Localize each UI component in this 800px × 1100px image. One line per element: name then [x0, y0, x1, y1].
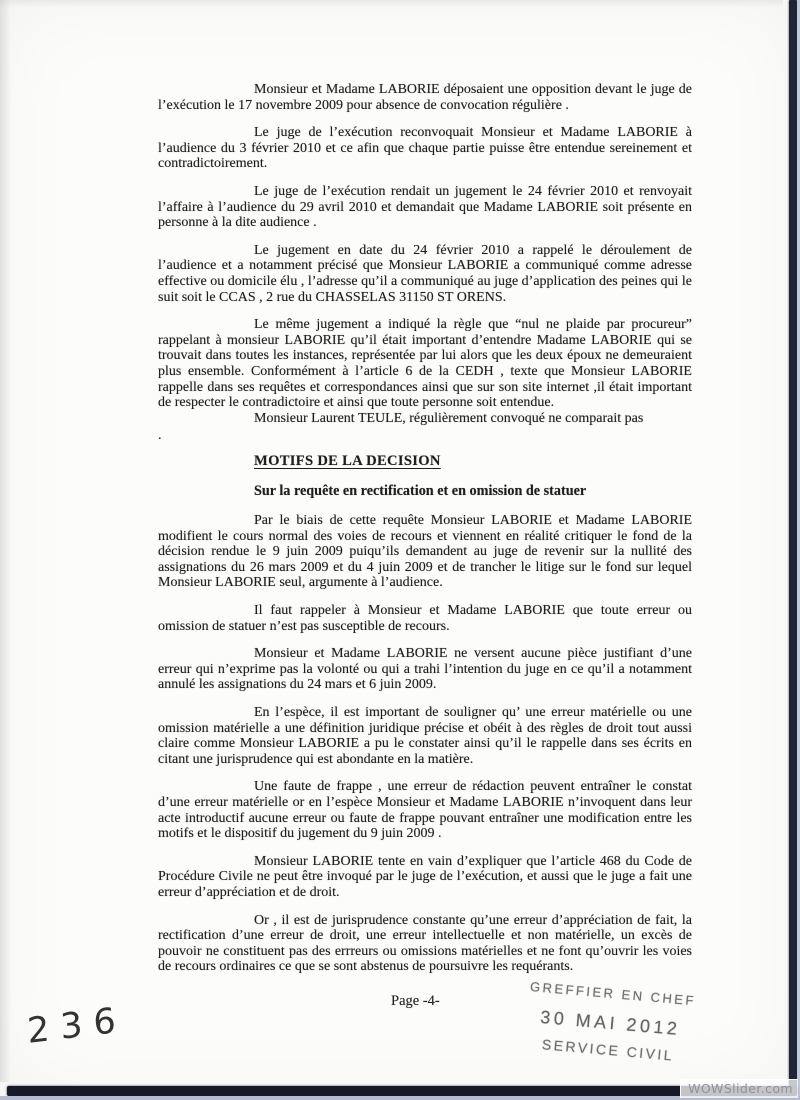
paragraph: Monsieur et Madame LABORIE ne versent aucune pièce justifiant d’une erreur qui n’exprime pas la volonté ou qui a trahi l’intention du juge en ce qu’il a notamment annulé les assignations du 24 mars et 6 juin 2009. — [158, 646, 692, 693]
page-number: Page -4- — [391, 993, 440, 1009]
handwritten-folio-number: 236 — [26, 999, 128, 1052]
section-heading: MOTIFS DE LA DECISION — [254, 452, 441, 469]
paragraph: Par le biais de cette requête Monsieur LABORIE et Madame LABORIE modifient le cours normal des voies de recours et viennent en réalité critiquer le fond de la décision rendue le 9 juin 2009 puiqu’ils demandent au juge de revenir sur la nullité des assignations du 26 mars 2009 et du 4 juin 2009 et de trancher le litige sur le fond sur lequel Monsieur LABORIE seul, argumente à l’audience. — [158, 513, 692, 591]
document-text — [158, 82, 692, 987]
stamp-date: 30 MAI 2012 — [539, 1006, 682, 1040]
stamp-title: GREFFIER EN CHEF — [529, 978, 697, 1009]
scan-edge-top — [0, 0, 783, 8]
page-shadow-bottom — [7, 1086, 797, 1096]
clerk-stamp — [505, 977, 715, 1067]
paragraph: En l’espèce, il est important de souligner qu’ une erreur matérielle ou une omission matérielle a une définition juridique précise et obéit à des règles de droit tout aussi claire comme Monsieur LABORIE a pu le constater ainsi qu’il le rappelle dans ses écrits en citant une jurisprudence qui est abondante en la matière. — [158, 705, 692, 767]
stray-period: . — [158, 428, 162, 444]
paragraph: Une faute de frappe , une erreur de rédaction peuvent entraîner le constat d’une erreur matérielle or en l’espèce Monsieur et Madame LABORIE n’invoquent dans leur acte introductif aucune erreur ou faute de frappe pouvant entraîner une modification entre les motifs et le dispositif du jugement du 9 juin 2009 . — [158, 779, 692, 842]
paragraph: Le juge de l’exécution rendait un jugement le 24 février 2010 et renvoyait l’affaire à l’audience du 29 avril 2010 et demandait que Madame LABORIE soit présente en personne à la dite audience . — [158, 183, 692, 231]
stamp-service: SERVICE CIVIL — [541, 1036, 675, 1064]
paragraph: Le jugement en date du 24 février 2010 a rappelé le déroulement de l’audience et a notamment précisé que Monsieur LABORIE a communiqué comme adresse effective ou domicile élu , l’adresse qu’il a communiqué au juge d’application des peines qui le suit soit le CCAS , 2 rue du CHASSELAS 31150 ST ORENS. — [158, 242, 692, 305]
paragraph: Monsieur et Madame LABORIE déposaient une opposition devant le juge de l’exécution le 17 novembre 2009 pour absence de convocation régulière . — [158, 82, 692, 113]
page-shadow-right — [789, 0, 797, 1095]
scan-edge-left — [0, 0, 11, 1082]
teule-line: Monsieur Laurent TEULE, régulièrement convoqué ne comparait pas — [254, 410, 644, 426]
paragraph: Monsieur LABORIE tente en vain d’expliquer que l’article 468 du Code de Procédure Civile ne peut être invoqué par le juge de l’exécution, et aussi que le juge a fait une erreur d’appréciation et de droit. — [158, 853, 692, 900]
wowslider-watermark[interactable]: WOWSlider.com — [680, 1079, 798, 1098]
paragraph: Le juge de l’exécution reconvoquait Monsieur et Madame LABORIE à l’audience du 3 février 2010 et ce afin que chaque partie puisse être entendue sereinement et contradictoirement. — [158, 125, 692, 172]
paragraph: Il faut rappeler à Monsieur et Madame LABORIE que toute erreur ou omission de statuer n’est pas susceptible de recours. — [158, 603, 692, 634]
paragraph: Le même jugement a indiqué la règle que “nul ne plaide par procureur” rappelant à monsieur LABORIE qu’il était important d’entendre Madame LABORIE qui se trouvait dans toutes les instances, représentée par lui alors que les deux époux ne demeuraient plus ensemble. Conformément à l’article 6 de la CEDH , texte que Monsieur LABORIE rappelle dans ses requêtes et correspondances ainsi que sur son site internet ,il était important de respecter le contradictoire et ainsi que toute personne soit entendue. — [158, 317, 692, 411]
paragraph: Or , il est de jurisprudence constante qu’une erreur d’appréciation de fait, la rectification d’une erreur de droit, une erreur intellectuelle et non matérielle, un excès de pouvoir ne constituent pas des errreurs ou omissions matérielles et ne font qu’ouvrir les voies de recours ordinaires ce que se sont abstenus de poursuivre les requérants. — [158, 912, 692, 975]
sub-heading: Sur la requête en rectification et en omission de statuer — [254, 483, 587, 500]
